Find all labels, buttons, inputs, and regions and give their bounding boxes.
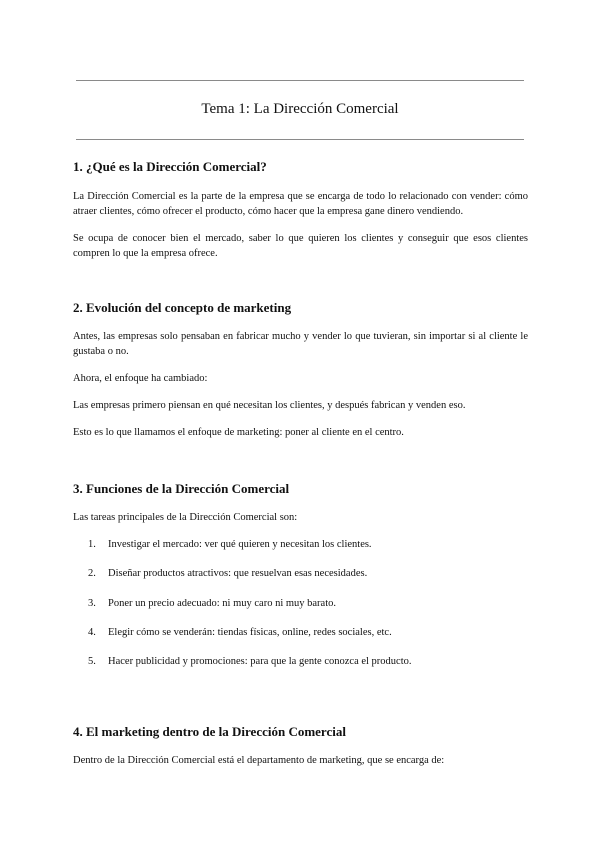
list-item [88,625,528,640]
title-top-rule [76,80,524,81]
list-item-number: 1. [88,539,96,550]
list-item-number: 4. [88,627,96,638]
section-2-paragraph-4: Esto es lo que llamamos el enfoque de marketing: poner al cliente en el centro. [73,427,404,438]
list-item-number: 2. [88,568,96,579]
section-2-heading: 2. Evolución del concepto de marketing [73,300,292,315]
list-item-number: 3. [88,598,96,609]
list-item-text: Investigar el mercado: ver qué quieren y necesitan los clientes. [108,539,372,550]
list-item [88,654,528,669]
section-3-heading: 3. Funciones de la Dirección Comercial [73,481,290,496]
section-1-paragraph-1: La Dirección Comercial es la parte de la empresa que se encarga de todo lo relacionado con vender: cómo atraer clientes, cómo ofrecer el producto, cómo hacer que la empresa gane dinero vendiendo. [73,191,528,217]
section-1-paragraph-2: Se ocupa de conocer bien el mercado, saber lo que quieren los clientes y conseguir que esos clientes compren lo que la empresa ofrece. [73,233,528,259]
section-1-heading: 1. ¿Qué es la Dirección Comercial? [73,159,267,174]
title-bottom-rule [76,139,524,140]
section-3-paragraph-1: Las tareas principales de la Dirección Comercial son: [73,512,298,523]
section-2-paragraph-2: Ahora, el enfoque ha cambiado: [73,373,208,384]
list-item-text: Poner un precio adecuado: ni muy caro ni muy barato. [108,598,337,609]
list-item-text: Hacer publicidad y promociones: para que la gente conozca el producto. [108,656,412,667]
list-item [88,596,528,611]
list-item-text: Elegir cómo se venderán: tiendas físicas, online, redes sociales, etc. [108,627,392,638]
list-item-text: Diseñar productos atractivos: que resuelvan esas necesidades. [108,568,368,579]
document-title: Tema 1: La Dirección Comercial [201,101,399,117]
section-2-paragraph-1: Antes, las empresas solo pensaban en fabricar mucho y vender lo que tuvieran, sin importar si al cliente le gustaba o no. [73,331,528,357]
list-item [88,537,528,552]
list-item-number: 5. [88,656,96,667]
section-2-paragraph-3: Las empresas primero piensan en qué necesitan los clientes, y después fabrican y venden eso. [73,400,466,411]
list-item [88,566,528,581]
section-4-paragraph-1: Dentro de la Dirección Comercial está el departamento de marketing, que se encarga de: [73,755,445,766]
section-4-heading: 4. El marketing dentro de la Dirección Comercial [73,724,346,739]
